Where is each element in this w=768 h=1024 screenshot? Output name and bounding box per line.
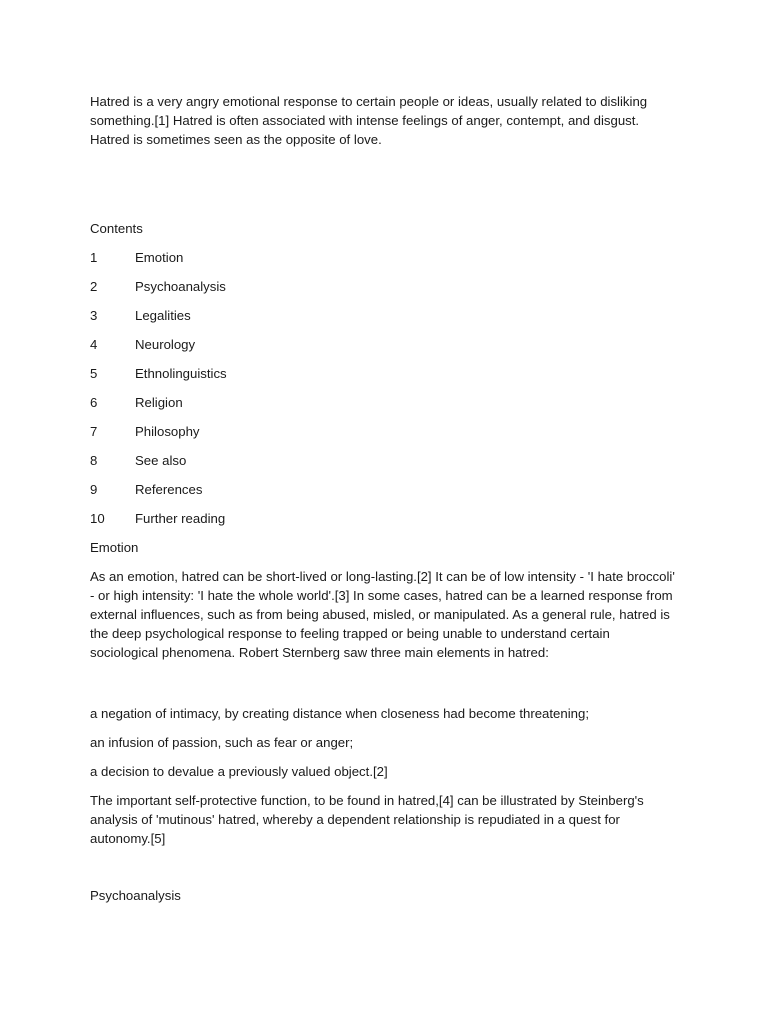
toc-number: 4 xyxy=(90,337,98,352)
contents-heading: Contents xyxy=(90,221,143,236)
hatred-element-decision: a decision to devalue a previously valued object.[2] xyxy=(90,764,388,779)
toc-item-ethnolinguistics xyxy=(90,364,680,383)
toc-label: Further reading xyxy=(135,511,226,526)
toc-label: Philosophy xyxy=(135,424,200,439)
section-heading-emotion: Emotion xyxy=(90,540,139,555)
toc-item-see-also xyxy=(90,451,680,470)
toc-number: 3 xyxy=(90,308,98,323)
toc-item-neurology xyxy=(90,335,680,354)
toc-label: Emotion xyxy=(135,250,184,265)
toc-item-emotion xyxy=(90,248,680,267)
toc-number: 2 xyxy=(90,279,98,294)
hatred-element-intimacy: a negation of intimacy, by creating distance when closeness had become threatening; xyxy=(90,706,589,721)
emotion-paragraph: As an emotion, hatred can be short-lived or long-lasting.[2] It can be of low intensity - 'I hate broccoli' - or high intensity: 'I hate the whole world'.[3] In some cases, hatred can be a learned response from external influences, such as from being abused, misled, or manipulated. As a general rule, hatred is the deep psychological response to feeling trapped or being unable to understand certain sociological phenomena. Robert Sternberg saw three main elements in hatred: xyxy=(90,569,675,660)
toc-label: References xyxy=(135,482,203,497)
hatred-element-passion: an infusion of passion, such as fear or anger; xyxy=(90,735,354,750)
table-of-contents xyxy=(90,248,680,528)
toc-item-psychoanalysis xyxy=(90,277,680,296)
toc-item-philosophy xyxy=(90,422,680,441)
toc-label: Ethnolinguistics xyxy=(135,366,227,381)
toc-number: 6 xyxy=(90,395,98,410)
toc-number: 8 xyxy=(90,453,98,468)
document-body xyxy=(90,92,680,915)
toc-label: Religion xyxy=(135,395,183,410)
toc-number: 7 xyxy=(90,424,98,439)
toc-label: Legalities xyxy=(135,308,191,323)
toc-item-religion xyxy=(90,393,680,412)
section-heading-psychoanalysis: Psychoanalysis xyxy=(90,888,181,903)
toc-label: Neurology xyxy=(135,337,196,352)
toc-number: 10 xyxy=(90,511,105,526)
intro-paragraph: Hatred is a very angry emotional response to certain people or ideas, usually related to disliking something.[1] Hatred is often associated with intense feelings of anger, contempt, and disgust. Hatred is sometimes seen as the opposite of love. xyxy=(90,94,648,147)
toc-item-legalities xyxy=(90,306,680,325)
toc-item-references xyxy=(90,480,680,499)
toc-item-further-reading xyxy=(90,509,680,528)
toc-number: 5 xyxy=(90,366,98,381)
emotion-closing-paragraph: The important self-protective function, to be found in hatred,[4] can be illustrated by Steinberg's analysis of 'mutinous' hatred, whereby a dependent relationship is repudiated in a quest for autonomy.[5] xyxy=(90,793,644,846)
toc-number: 1 xyxy=(90,250,98,265)
toc-label: See also xyxy=(135,453,187,468)
toc-label: Psychoanalysis xyxy=(135,279,226,294)
toc-number: 9 xyxy=(90,482,98,497)
